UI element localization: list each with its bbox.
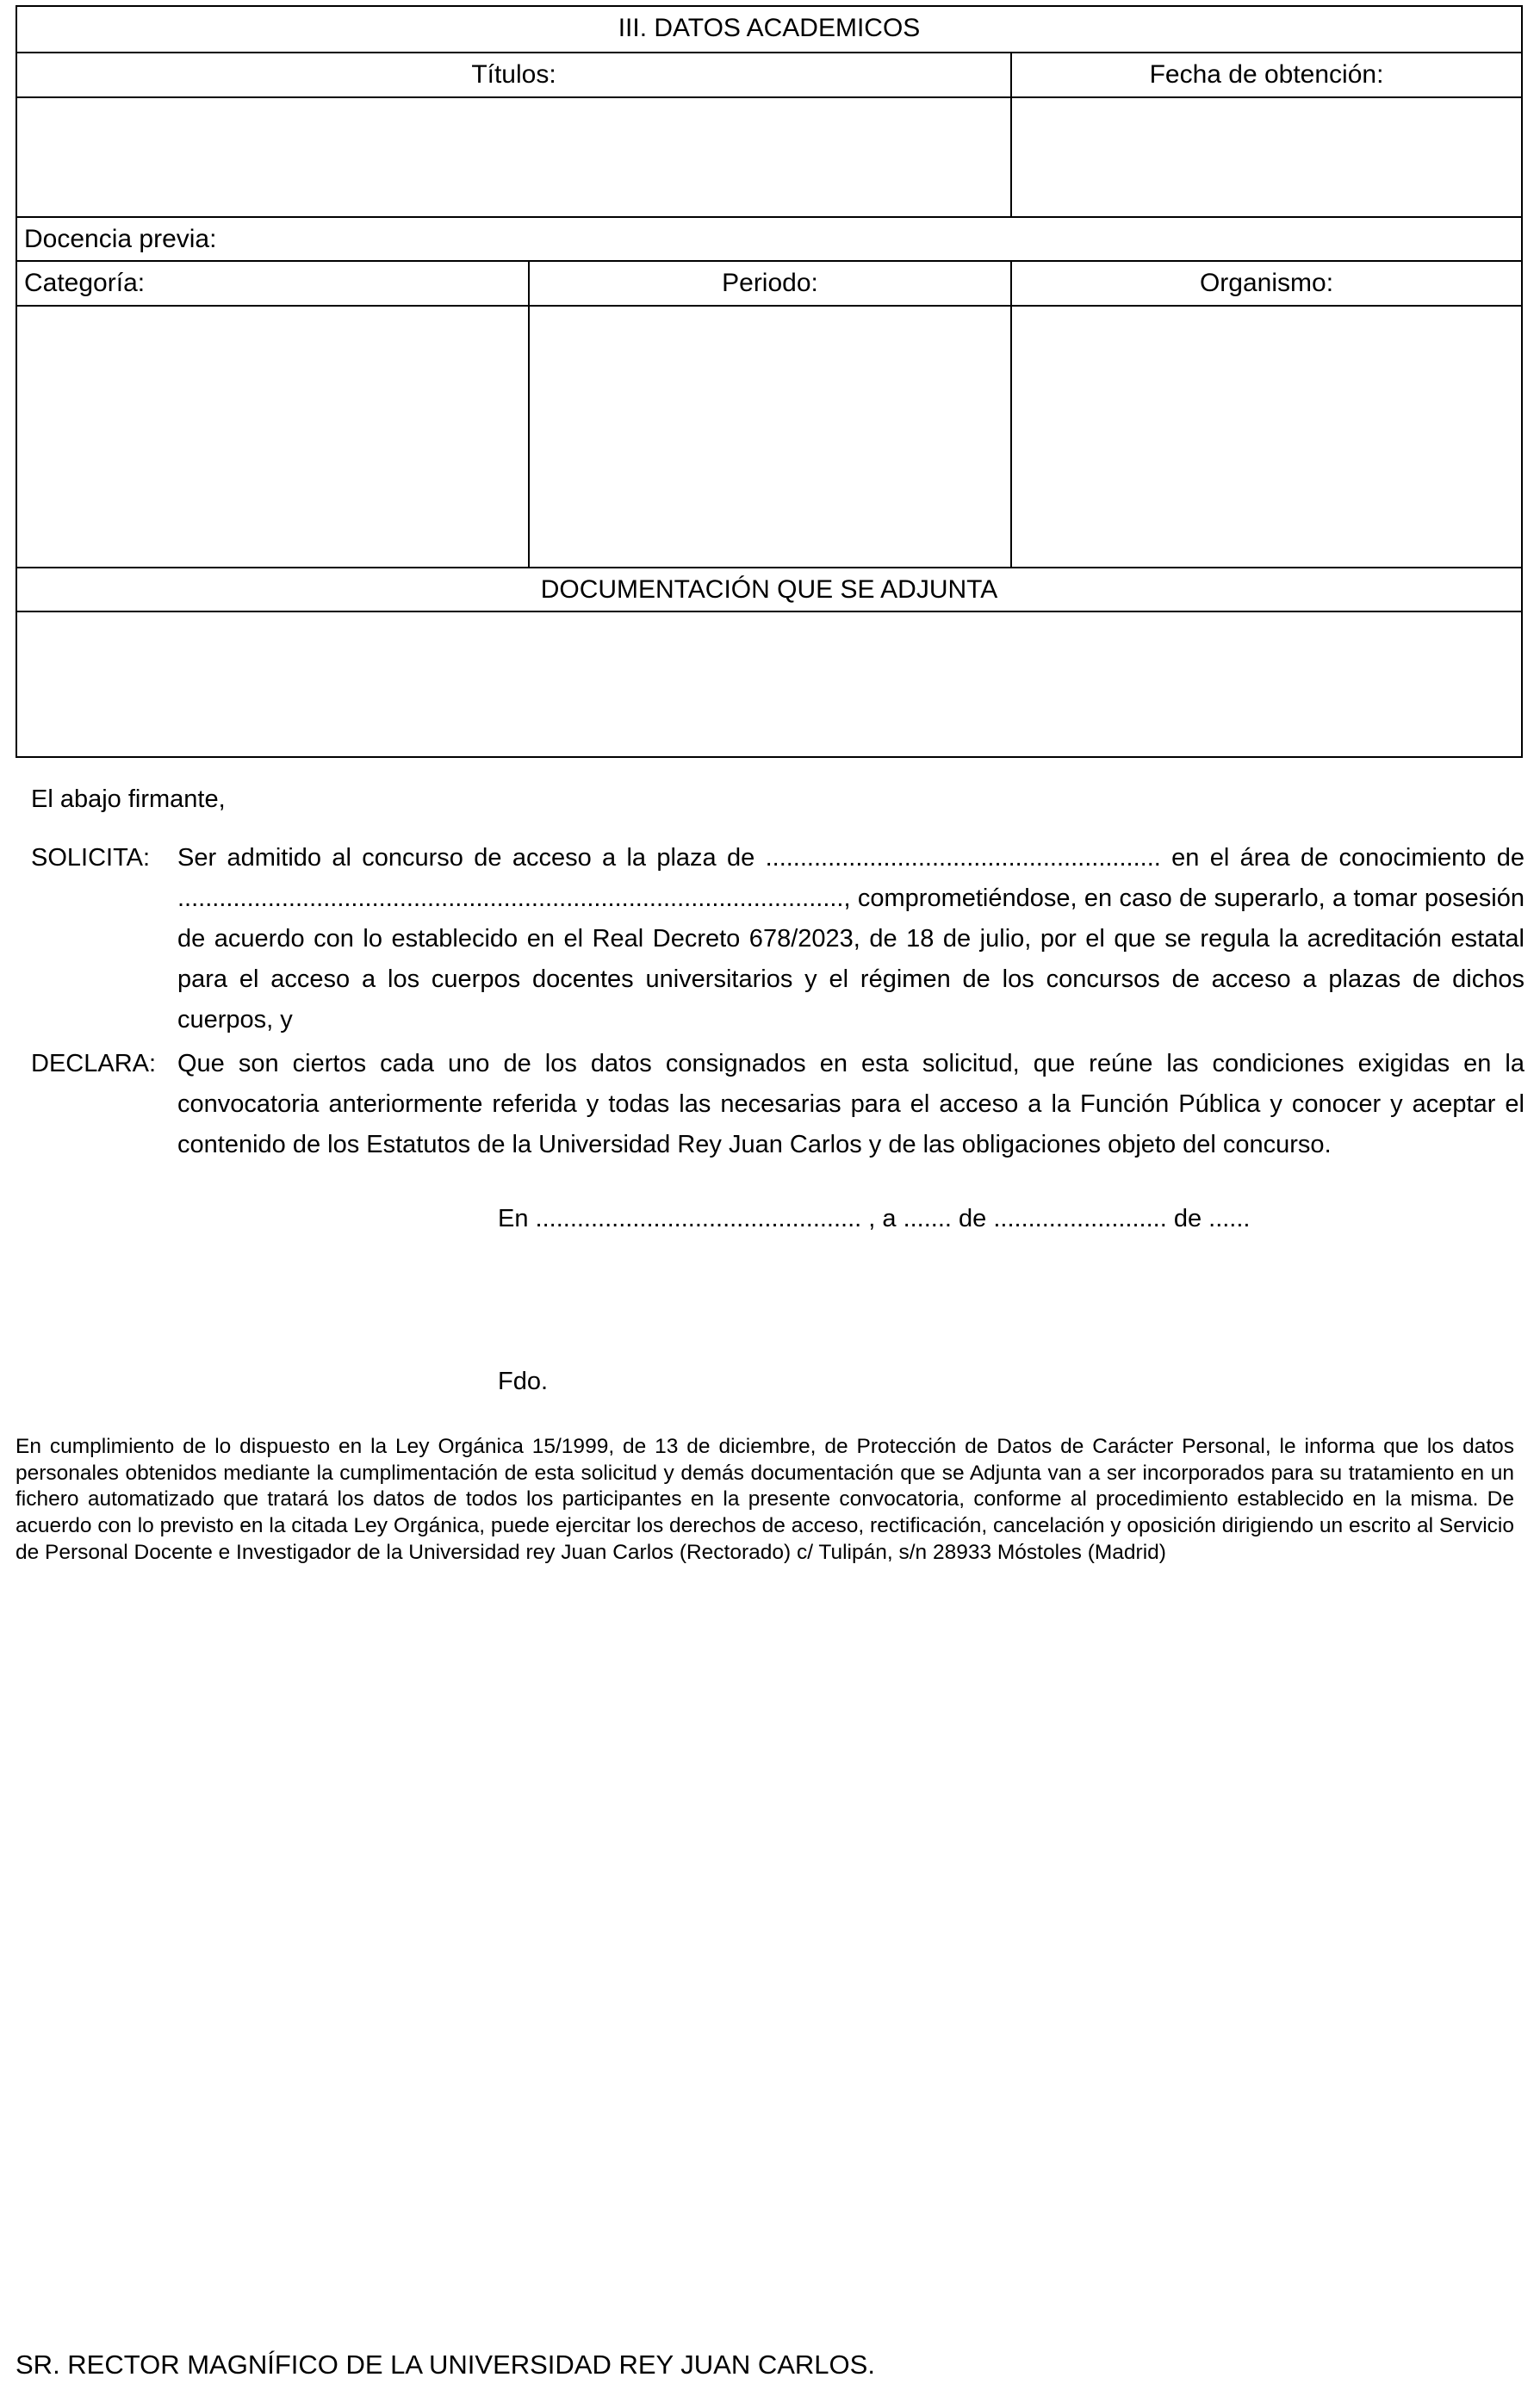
categoria-field[interactable] bbox=[16, 306, 529, 568]
fecha-obtencion-label: Fecha de obtención: bbox=[1011, 53, 1522, 97]
footer-addressee: SR. RECTOR MAGNÍFICO DE LA UNIVERSIDAD REY JUAN CARLOS. bbox=[16, 2349, 875, 2380]
signature-label: Fdo. bbox=[498, 1367, 549, 1395]
attachments-value-row bbox=[16, 611, 1522, 757]
fecha-obtencion-field[interactable] bbox=[1011, 97, 1522, 217]
organismo-label: Organismo: bbox=[1011, 261, 1522, 306]
statement-block bbox=[16, 787, 1524, 1394]
place-date-line[interactable]: En ............................................... , a ....... de ......................... de ...... bbox=[498, 1204, 1251, 1232]
declara-text: Que son ciertos cada uno de los datos consignados en esta solicitud, que reúne las condiciones exigidas en la convocatoria anteriormente referida y todas las necesarias para el acceso a la Función Pública y conocer y aceptar el contenido de los Estatutos de la Universidad Rey Juan Carlos y de las obligaciones objeto del concurso. bbox=[177, 1049, 1524, 1158]
section-header-row bbox=[16, 6, 1522, 53]
docencia-value-row bbox=[16, 306, 1522, 568]
attachments-header-row bbox=[16, 568, 1522, 612]
legal-notice: En cumplimiento de lo dispuesto en la Ley Orgánica 15/1999, de 13 de diciembre, de Protección de Datos de Carácter Personal, le informa que los datos personales obtenidos mediante la cumplimentación de esta solicitud y demás documentación que se Adjunta van a ser incorporados para su tratamiento en un fichero automatizado que tratará los datos de todos los participantes en la presente convocatoria, conforme al procedimiento establecido en la misma. De acuerdo con lo previsto en la citada Ley Orgánica, puede ejercitar los derechos de acceso, rectificación, cancelación y oposición dirigiendo un escrito al Servicio de Personal Docente e Investigador de la Universidad rey Juan Carlos (Rectorado) c/ Tulipán, s/n 28933 Móstoles (Madrid) bbox=[16, 1434, 1514, 1565]
periodo-field[interactable] bbox=[529, 306, 1011, 568]
solicita-text: Ser admitido al concurso de acceso a la plaza de ......................................................... en el área de conocimiento de ................................................................................................, comprometiéndose, en caso de superarlo, a tomar posesión de acuerdo con lo establecido en el Real Decreto 678/2023, de 18 de julio, por el que se regula la acreditación estatal para el acceso a los cuerpos docentes universitarios y el régimen de los concursos de acceso a plazas de dichos cuerpos, y bbox=[177, 844, 1524, 1034]
titulos-value-row bbox=[16, 97, 1522, 217]
attachments-field[interactable] bbox=[16, 611, 1522, 757]
categoria-label: Categoría: bbox=[16, 261, 529, 306]
docencia-previa-label: Docencia previa: bbox=[16, 217, 1522, 262]
titulos-header-row bbox=[16, 53, 1522, 97]
titulos-label: Títulos: bbox=[16, 53, 1011, 97]
section-title: III. DATOS ACADEMICOS bbox=[16, 6, 1522, 53]
docencia-header-row bbox=[16, 261, 1522, 306]
declara-clause bbox=[31, 1044, 1524, 1165]
solicita-label: SOLICITA: bbox=[31, 844, 151, 872]
periodo-label: Periodo: bbox=[529, 261, 1011, 306]
titulos-field[interactable] bbox=[16, 97, 1011, 217]
declara-label: DECLARA: bbox=[31, 1049, 157, 1077]
organismo-field[interactable] bbox=[1011, 306, 1522, 568]
document-page bbox=[0, 5, 1540, 2396]
statement-lead: El abajo firmante, bbox=[31, 785, 226, 813]
academic-data-table bbox=[16, 5, 1523, 758]
attachments-title: DOCUMENTACIÓN QUE SE ADJUNTA bbox=[16, 568, 1522, 612]
docencia-previa-row bbox=[16, 217, 1522, 262]
solicita-clause bbox=[31, 838, 1524, 1040]
